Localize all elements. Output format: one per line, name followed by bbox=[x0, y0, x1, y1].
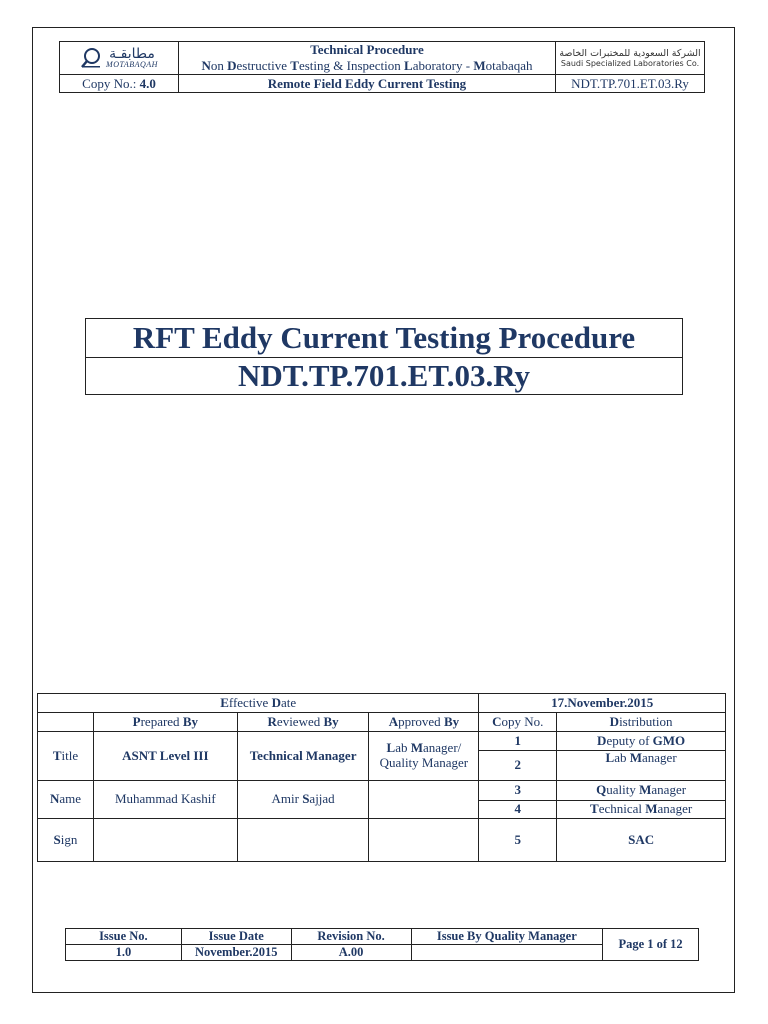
lab-rest-1: on bbox=[210, 58, 228, 73]
issue-by-value bbox=[411, 945, 603, 961]
cap: A bbox=[388, 713, 399, 729]
cap: M bbox=[410, 740, 424, 756]
txt: ign bbox=[60, 831, 78, 847]
blank-cell bbox=[38, 713, 94, 732]
doc-number: NDT.TP.701.ET.03.Ry bbox=[556, 75, 705, 93]
lab-cap-n: N bbox=[201, 58, 211, 73]
copy-3: 3 bbox=[479, 781, 557, 801]
lab-rest-3: esting & Inspection bbox=[298, 58, 405, 73]
issue-no-label: Issue No. bbox=[66, 929, 182, 945]
txt: istribution bbox=[619, 713, 673, 729]
cap: C bbox=[492, 713, 502, 729]
txt: repared bbox=[140, 713, 183, 729]
issue-date: November.2015 bbox=[181, 945, 291, 961]
reviewed-sign bbox=[237, 819, 369, 862]
lab-cap-l: L bbox=[404, 58, 413, 73]
lab-cap-m: M bbox=[473, 58, 486, 73]
prepared-name: Muhammad Kashif bbox=[93, 781, 237, 819]
cap: T bbox=[590, 801, 599, 817]
txt: anager bbox=[651, 782, 687, 798]
txt: uality bbox=[606, 782, 640, 798]
txt: eviewed bbox=[276, 713, 324, 729]
reviewed-by-header bbox=[237, 713, 369, 732]
distribution-5: SAC bbox=[557, 819, 726, 862]
distribution-3 bbox=[557, 781, 726, 801]
cap: Q bbox=[596, 782, 607, 798]
cap: GMO bbox=[652, 732, 686, 748]
company-arabic: الشركة السعودية للمختبرات الخاصة bbox=[559, 48, 701, 59]
approved-by-header bbox=[369, 713, 479, 732]
logo bbox=[60, 42, 179, 75]
footer-table bbox=[65, 928, 699, 961]
copy-4: 4 bbox=[479, 801, 557, 819]
effective-date-label bbox=[38, 694, 479, 713]
txt: anager/ Quality Manager bbox=[379, 740, 469, 770]
approved-name bbox=[369, 781, 479, 819]
distribution-4 bbox=[557, 801, 726, 819]
effective-date-value: 17.November.2015 bbox=[479, 694, 726, 713]
cap: S bbox=[302, 791, 310, 807]
lab-rest-5: otabaqah bbox=[485, 58, 533, 73]
copy-label: Copy No.: bbox=[82, 75, 140, 91]
cap: R bbox=[267, 713, 277, 729]
cap: N bbox=[49, 791, 60, 807]
txt: eputy of bbox=[606, 732, 653, 748]
issue-by-label: Issue By Quality Manager bbox=[411, 929, 603, 945]
approval-table bbox=[37, 693, 726, 862]
cap: M bbox=[645, 801, 658, 817]
copy-value: 4.0 bbox=[139, 75, 156, 91]
txt: ajjad bbox=[309, 791, 335, 807]
cap: By bbox=[323, 713, 339, 729]
cap: L bbox=[605, 750, 615, 765]
approved-title bbox=[369, 732, 479, 781]
lab-name bbox=[179, 58, 555, 74]
cap: D bbox=[597, 732, 607, 748]
cap: E bbox=[220, 694, 229, 710]
company-english: Saudi Specialized Laboratories Co. bbox=[560, 59, 700, 68]
logo-arabic: مطابقـة bbox=[109, 46, 155, 62]
copy-no-header bbox=[479, 713, 557, 732]
copy-2: 2 bbox=[479, 751, 557, 781]
revision-no: A.00 bbox=[291, 945, 411, 961]
issue-date-label: Issue Date bbox=[181, 929, 291, 945]
cap: M bbox=[629, 750, 643, 765]
txt: anager bbox=[657, 801, 693, 817]
procedure-subject: Remote Field Eddy Current Testing bbox=[179, 75, 556, 93]
lab-cap-d: D bbox=[227, 58, 237, 73]
magnifier-logo-icon bbox=[80, 47, 102, 69]
row-name-label bbox=[38, 781, 94, 819]
procedure-code: NDT.TP.701.ET.03.Ry bbox=[86, 358, 683, 395]
title-box bbox=[85, 318, 683, 395]
lab-rest-4: aboratory - bbox=[412, 58, 474, 73]
txt: anager bbox=[642, 750, 677, 765]
txt: ab bbox=[395, 740, 411, 756]
copy-1: 1 bbox=[479, 732, 557, 751]
copy-number bbox=[60, 75, 179, 93]
logo-english: MOTABAQAH bbox=[106, 60, 158, 69]
revision-label: Revision No. bbox=[291, 929, 411, 945]
document-header bbox=[59, 41, 705, 93]
approved-sign bbox=[369, 819, 479, 862]
procedure-title: RFT Eddy Current Testing Procedure bbox=[86, 319, 683, 358]
txt: ate bbox=[280, 694, 297, 710]
prepared-by-header bbox=[93, 713, 237, 732]
cap: M bbox=[639, 782, 652, 798]
copy-5: 5 bbox=[479, 819, 557, 862]
reviewed-title: Technical Manager bbox=[237, 732, 369, 781]
txt: ab bbox=[614, 750, 630, 765]
distribution-header bbox=[557, 713, 726, 732]
issue-no: 1.0 bbox=[66, 945, 182, 961]
row-title-label bbox=[38, 732, 94, 781]
header-center bbox=[179, 42, 556, 75]
lab-cap-t: T bbox=[290, 58, 299, 73]
prepared-title: ASNT Level III bbox=[93, 732, 237, 781]
prepared-sign bbox=[93, 819, 237, 862]
txt: ffective bbox=[228, 694, 272, 710]
distribution-2 bbox=[557, 751, 726, 781]
row-sign-label bbox=[38, 819, 94, 862]
txt: itle bbox=[61, 747, 79, 763]
txt: ame bbox=[59, 791, 81, 807]
cap: D bbox=[609, 713, 620, 729]
txt: echnical bbox=[598, 801, 646, 817]
company-logo bbox=[556, 42, 705, 75]
header-title: Technical Procedure bbox=[310, 42, 424, 57]
cap: By bbox=[443, 713, 460, 729]
txt: opy No. bbox=[501, 713, 544, 729]
reviewed-name bbox=[237, 781, 369, 819]
txt: Amir bbox=[271, 791, 303, 807]
cap: S bbox=[53, 831, 61, 847]
page-number: Page 1 of 12 bbox=[603, 929, 699, 961]
lab-rest-2: estructive bbox=[236, 58, 291, 73]
cap: L bbox=[386, 740, 396, 756]
txt: pproved bbox=[398, 713, 444, 729]
cap: By bbox=[182, 713, 198, 729]
distribution-1 bbox=[557, 732, 726, 751]
cap: D bbox=[271, 694, 281, 710]
cap: T bbox=[52, 747, 62, 763]
cap: P bbox=[132, 713, 141, 729]
